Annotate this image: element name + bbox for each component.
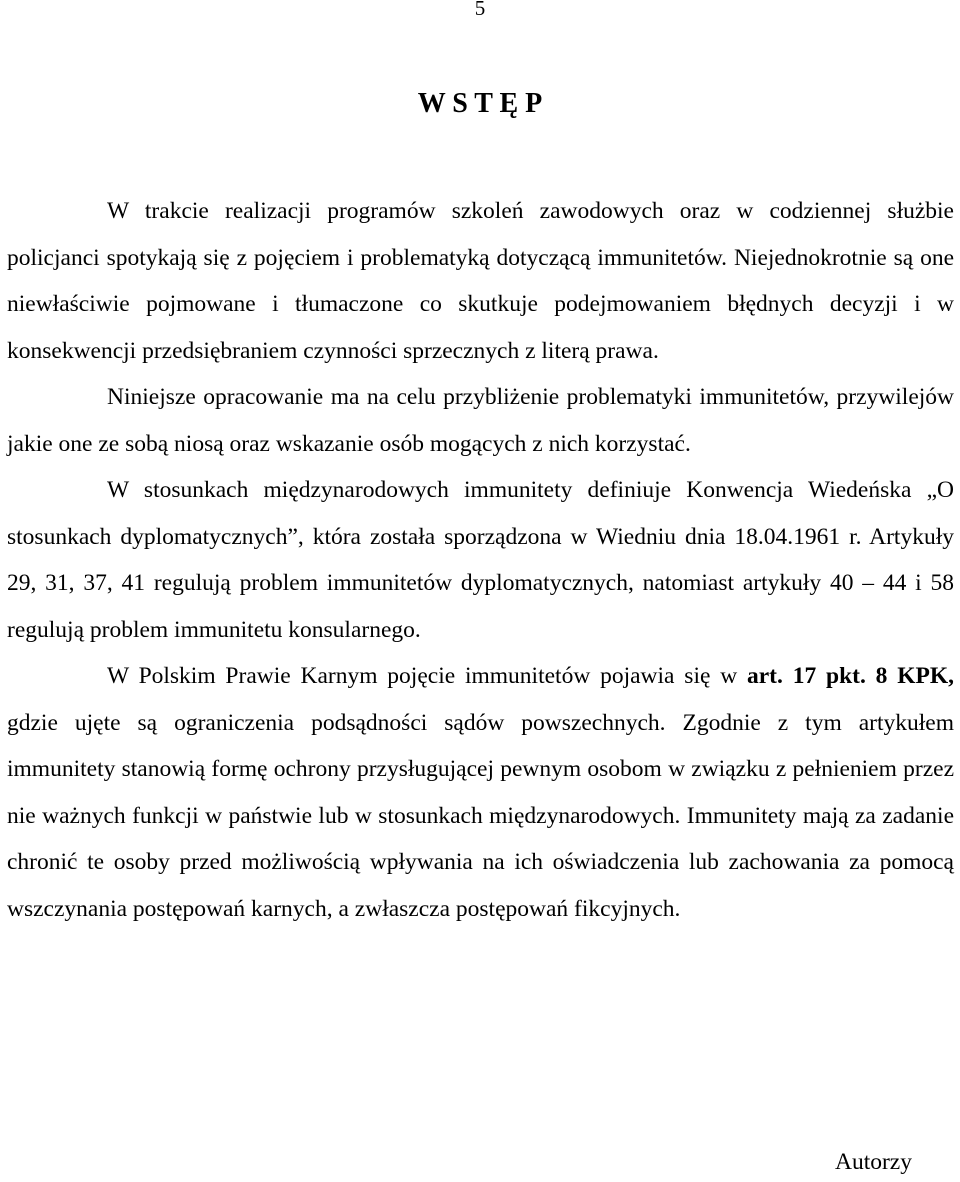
paragraph-polish-law-rest: gdzie ujęte są ograniczenia podsądności sądów powszechnych. Zgodnie z tym artykułem immunitety stanowią formę ochrony przysługującej pewnym osobom w związku z pełnieniem przez nie ważnych funkcji w państwie lub w stosunkach międzynarodowych. Immunitety mają za zadanie chronić te osoby przed możliwością wpływania na ich oświadczenia lub zachowania za pomocą wszczynania postępowań karnych, a zwłaszcza postępowań fikcyjnych. [7,709,954,922]
authors-signature: Autorzy [834,1149,912,1175]
page-title: W S T Ę P [417,88,543,119]
body-text [7,188,954,932]
legal-reference: art. 17 pkt. 8 KPK, [747,663,954,689]
paragraph-polish-law-lead: W Polskim Prawie Karnym pojęcie immunitetów pojawia się w [107,663,747,689]
page-number: 5 [474,0,486,20]
paragraph-purpose: Niniejsze opracowanie ma na celu przybliżenie problematyki immunitetów, przywilejów jakie one ze sobą niosą oraz wskazanie osób mogących z nich korzystać. [7,384,954,457]
paragraph-intro: W trakcie realizacji programów szkoleń zawodowych oraz w codziennej służbie policjanci spotykają się z pojęciem i problematyką dotyczącą immunitetów. Niejednokrotnie są one niewłaściwie pojmowane i tłumaczone co skutkuje podejmowaniem błędnych decyzji i w konsekwencji przedsiębraniem czynności sprzecznych z literą prawa. [7,198,954,364]
paragraph-vienna-convention: W stosunkach międzynarodowych immunitety definiuje Konwencja Wiedeńska „O stosunkach dyplomatycznych”, która została sporządzona w Wiedniu dnia 18.04.1961 r. Artykuły 29, 31, 37, 41 regulują problem immunitetów dyplomatycznych, natomiast artykuły 40 – 44 i 58 regulują problem immunitetu konsularnego. [7,477,954,643]
paragraph-polish-law [7,653,954,932]
